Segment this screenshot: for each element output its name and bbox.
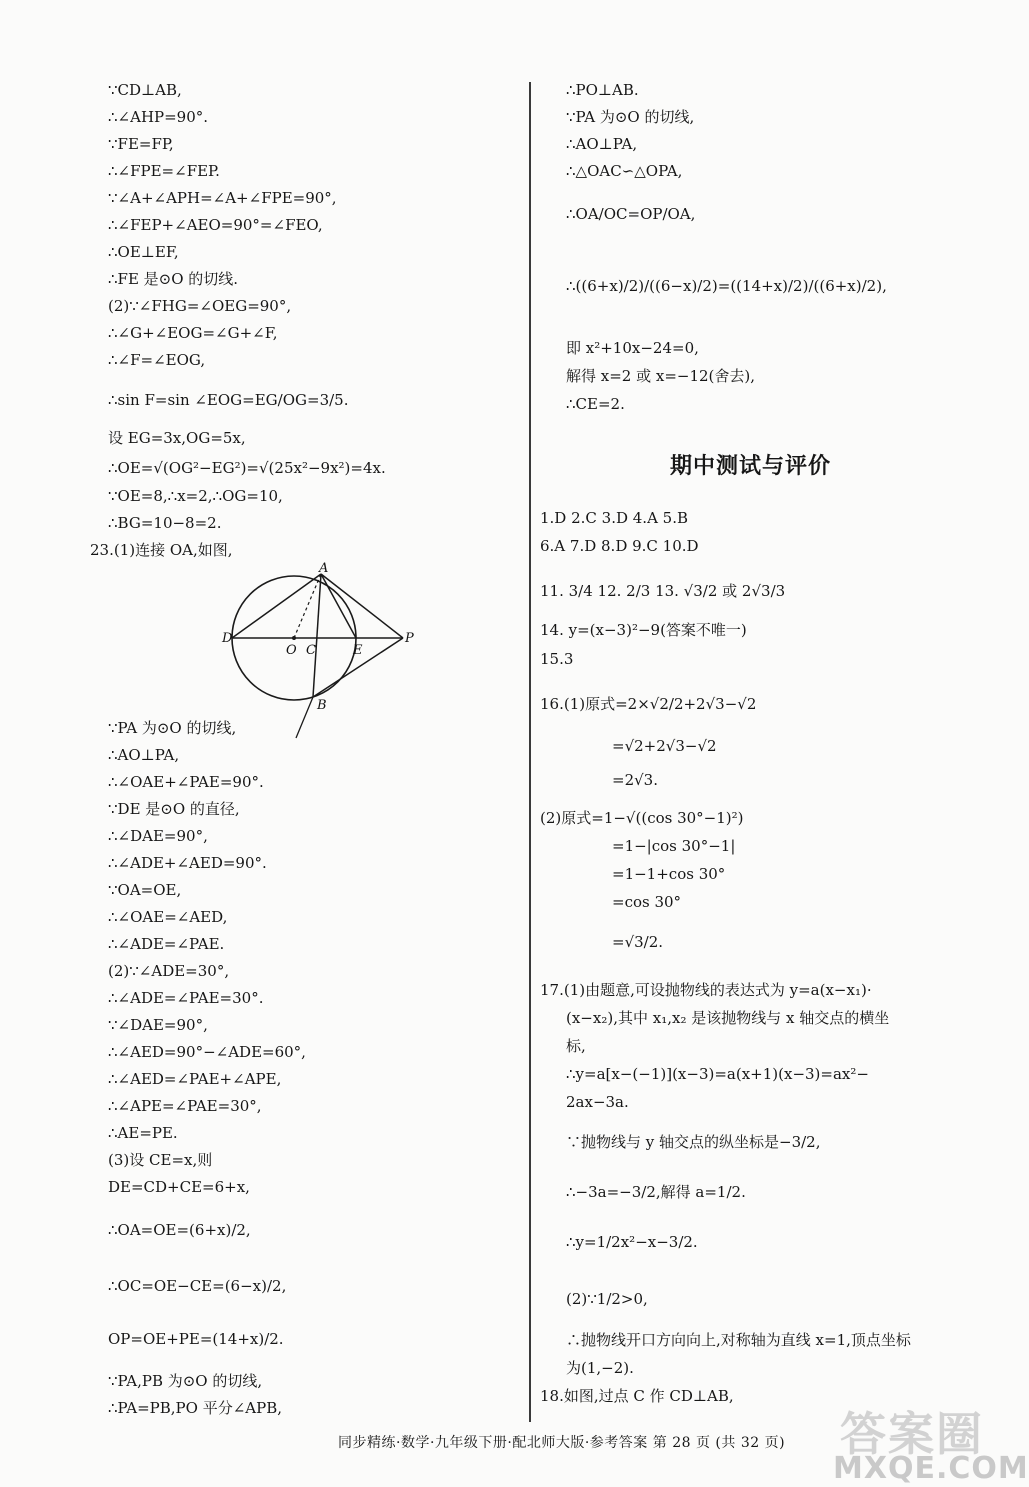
left-line: (2)∵∠FHG=∠OEG=90°, <box>108 297 292 315</box>
chord-ab <box>313 574 321 697</box>
left-line: OP=OE+PE=(14+x)/2. <box>108 1330 284 1348</box>
answer-line: (x−x₂),其中 x₁,x₂ 是该抛物线与 x 轴交点的横坐 <box>566 1009 890 1027</box>
watermark-logo: 答案圈 <box>840 1407 984 1461</box>
left-line: ∴∠AED=90°−∠ADE=60°, <box>108 1043 306 1061</box>
chord-ad <box>232 574 321 638</box>
right-line: ∴AO⊥PA, <box>566 135 638 153</box>
answer-line: =cos 30° <box>612 893 682 911</box>
left-line: ∴sin F=sin ∠EOG=EG/OG=3/5. <box>108 391 349 409</box>
left-line: ∴∠F=∠EOG, <box>108 351 206 369</box>
tangent-extension <box>296 697 313 738</box>
answer-line: =1−|cos 30°−1| <box>612 837 736 855</box>
right-line: ∵PA 为⊙O 的切线, <box>566 108 695 126</box>
center-dot <box>292 636 296 640</box>
left-line: DE=CD+CE=6+x, <box>108 1178 250 1196</box>
left-line: ∵FE=FP, <box>108 135 174 153</box>
left-line: ∵OE=8,∴x=2,∴OG=10, <box>108 487 283 505</box>
right-line: ∴((6+x)/2)/((6−x)/2)=((14+x)/2)/((6+x)/2), <box>566 277 887 295</box>
right-line: ∴△OAC∽△OPA, <box>566 162 683 180</box>
page-footer: 同步精练·数学·九年级下册·配北师大版·参考答案 第 28 页 (共 32 页) <box>338 1435 786 1451</box>
label-o: O <box>286 643 297 658</box>
right-line: 解得 x=2 或 x=−12(舍去), <box>566 367 756 385</box>
left-line: ∵PA,PB 为⊙O 的切线, <box>108 1372 263 1390</box>
answer-line: 14. y=(x−3)²−9(答案不唯一) <box>540 621 747 639</box>
answer-line: ∴y=a[x−(−1)](x−3)=a(x+1)(x−3)=ax²− <box>566 1065 869 1083</box>
answer-line: =1−1+cos 30° <box>612 865 726 883</box>
left-line: ∴BG=10−8=2. <box>108 514 222 532</box>
left-line: ∴∠AHP=90°. <box>108 108 209 126</box>
question-23: 23.(1)连接 OA,如图, <box>90 541 233 559</box>
label-e: E <box>353 643 363 658</box>
answer-line: 6.A 7.D 8.D 9.C 10.D <box>540 537 699 555</box>
left-line: ∵PA 为⊙O 的切线, <box>108 719 237 737</box>
left-line: ∴∠APE=∠PAE=30°, <box>108 1097 262 1115</box>
left-line: 设 EG=3x,OG=5x, <box>108 429 246 447</box>
left-line: ∴AO⊥PA, <box>108 746 180 764</box>
tangent-pa <box>321 574 403 638</box>
left-line: ∴∠OAE=∠AED, <box>108 908 228 926</box>
left-line: ∴∠FPE=∠FEP. <box>108 162 220 180</box>
left-line: ∵DE 是⊙O 的直径, <box>108 800 240 818</box>
answer-line: =√3/2. <box>612 933 664 951</box>
left-line: ∴∠ADE=∠PAE. <box>108 935 225 953</box>
column-divider <box>529 82 531 1422</box>
left-line: ∴OC=OE−CE=(6−x)/2, <box>108 1277 287 1295</box>
section-title: 期中测试与评价 <box>670 454 832 479</box>
left-line: ∴∠ADE+∠AED=90°. <box>108 854 267 872</box>
answer-line: (2)∵1/2>0, <box>566 1290 648 1308</box>
left-line: ∴OE=√(OG²−EG²)=√(25x²−9x²)=4x. <box>108 459 386 477</box>
circle-tangent-figure <box>218 563 418 713</box>
left-line: ∴∠FEP+∠AEO=90°=∠FEO, <box>108 216 323 234</box>
left-line: ∴OA=OE=(6+x)/2, <box>108 1221 251 1239</box>
answer-line: 11. 3/4 12. 2/3 13. √3/2 或 2√3/3 <box>540 582 786 600</box>
chord-ae <box>321 574 356 638</box>
label-b: B <box>317 698 327 713</box>
left-line: ∴∠ADE=∠PAE=30°. <box>108 989 264 1007</box>
right-line: ∴CE=2. <box>566 395 625 413</box>
left-line: ∴∠DAE=90°, <box>108 827 208 845</box>
right-line: ∴OA/OC=OP/OA, <box>566 205 696 223</box>
answer-line: (2)原式=1−√((cos 30°−1)²) <box>540 809 744 827</box>
answer-line: 16.(1)原式=2×√2/2+2√3−√2 <box>540 695 757 713</box>
answer-line: ∴−3a=−3/2,解得 a=1/2. <box>566 1183 746 1201</box>
label-p: P <box>405 631 414 646</box>
answer-line: 为(1,−2). <box>566 1359 634 1377</box>
left-line: ∵OA=OE, <box>108 881 182 899</box>
answer-line: =√2+2√3−√2 <box>612 737 717 755</box>
left-line: (3)设 CE=x,则 <box>108 1151 213 1169</box>
left-line: ∴AE=PE. <box>108 1124 178 1142</box>
left-line: ∴FE 是⊙O 的切线. <box>108 270 239 288</box>
left-line: ∵∠A+∠APH=∠A+∠FPE=90°, <box>108 189 337 207</box>
answer-line: 17.(1)由题意,可设抛物线的表达式为 y=a(x−x₁)· <box>540 981 872 999</box>
answer-line: 标, <box>566 1037 586 1055</box>
answer-line: ∵抛物线与 y 轴交点的纵坐标是−3/2, <box>566 1133 821 1151</box>
label-a: A <box>319 561 329 576</box>
left-line: ∴∠AED=∠PAE+∠APE, <box>108 1070 282 1088</box>
label-c: C <box>306 643 316 658</box>
answer-line: 1.D 2.C 3.D 4.A 5.B <box>540 509 689 527</box>
left-line: ∴∠G+∠EOG=∠G+∠F, <box>108 324 278 342</box>
answer-line: ∴抛物线开口方向向上,对称轴为直线 x=1,顶点坐标 <box>566 1331 911 1349</box>
answer-line: ∴y=1/2x²−x−3/2. <box>566 1233 698 1251</box>
answer-line: 2ax−3a. <box>566 1093 629 1111</box>
watermark-site: MXQE.COM <box>833 1451 1029 1486</box>
left-line: ∴PA=PB,PO 平分∠APB, <box>108 1399 282 1417</box>
left-line: ∵CD⊥AB, <box>108 81 182 99</box>
left-line: ∴∠OAE+∠PAE=90°. <box>108 773 264 791</box>
right-line: ∴PO⊥AB. <box>566 81 639 99</box>
left-line: ∵∠DAE=90°, <box>108 1016 208 1034</box>
left-line: ∴OE⊥EF, <box>108 243 179 261</box>
left-line: (2)∵∠ADE=30°, <box>108 962 230 980</box>
answer-line: 18.如图,过点 C 作 CD⊥AB, <box>540 1387 734 1405</box>
answer-line: 15.3 <box>540 650 574 668</box>
answer-line: =2√3. <box>612 771 658 789</box>
right-line: 即 x²+10x−24=0, <box>566 339 699 357</box>
label-d: D <box>222 631 233 646</box>
